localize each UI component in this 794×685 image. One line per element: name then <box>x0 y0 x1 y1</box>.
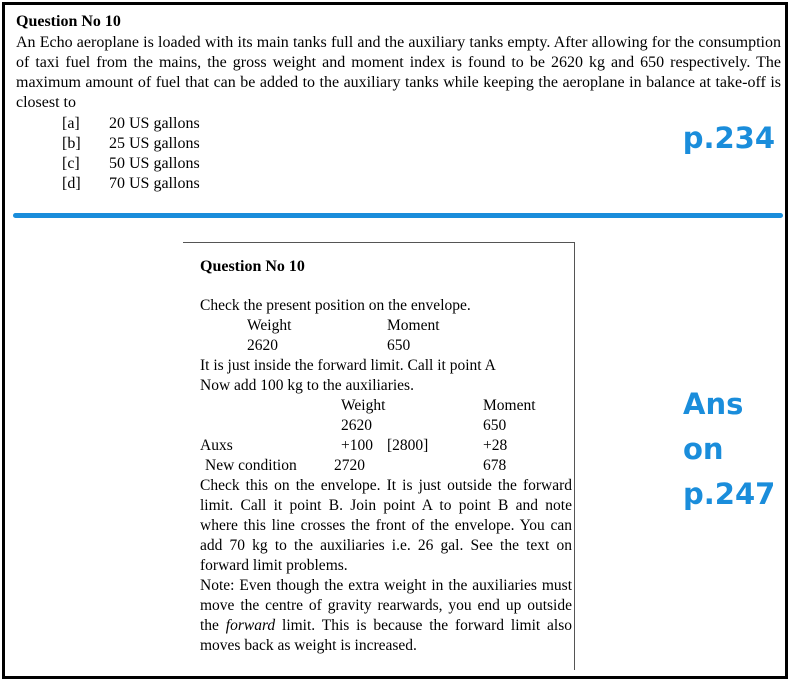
option-c[interactable] <box>62 154 200 174</box>
table-auxs-weight: +100 <box>341 437 373 454</box>
table-moment-header: Moment <box>483 397 536 414</box>
table-base-moment: 650 <box>483 417 507 434</box>
table-auxs-row <box>200 436 572 456</box>
option-b[interactable] <box>62 134 200 154</box>
position-moment-header: Moment <box>387 317 440 334</box>
table-auxs-moment: +28 <box>483 437 508 454</box>
position-moment-value: 650 <box>387 337 411 354</box>
option-text: 50 US gallons <box>109 155 200 172</box>
table-new-weight: 2720 <box>334 457 365 474</box>
question-title: Question No 10 <box>16 13 121 30</box>
answer-line-add: Now add 100 kg to the auxiliaries. <box>200 377 414 394</box>
option-letter: [b] <box>62 135 81 152</box>
note-text-a: Note: Even though the extra weight in the auxiliaries must move the centre of gravity rearwards, you end up outside the <box>200 577 572 634</box>
question-text: An Echo aeroplane is loaded with its main tanks full and the auxiliary tanks empty. After allowing for the consumption of taxi fuel from the mains, the gross weight and moment index is found to be 2620 kg and 650 respectively. The maximum amount of fuel that can be added to the auxiliary tanks while keeping the aeroplane in balance at take-off is closest to <box>16 34 781 111</box>
answer-panel <box>200 257 572 656</box>
option-text: 70 US gallons <box>109 175 200 192</box>
option-text: 25 US gallons <box>109 135 200 152</box>
table-auxs-label: Auxs <box>200 437 233 454</box>
position-header-row <box>200 316 572 336</box>
option-letter: [a] <box>62 115 80 132</box>
table-base-row <box>200 416 572 436</box>
answer-intro: Check the present position on the envelope. <box>200 297 471 314</box>
option-letter: [c] <box>62 155 80 172</box>
position-values-row <box>200 336 572 356</box>
answer-line-inside: It is just inside the forward limit. Call it point A <box>200 357 496 374</box>
option-a[interactable] <box>62 114 200 134</box>
table-new-label: New condition <box>205 457 297 474</box>
page-frame <box>2 2 788 679</box>
note-emphasis: forward <box>225 617 276 634</box>
option-letter: [d] <box>62 175 81 192</box>
question-page-ref: p.234 <box>682 121 775 155</box>
table-auxs-arm: [2800] <box>387 437 429 454</box>
option-d[interactable] <box>62 174 200 194</box>
table-weight-header: Weight <box>341 397 386 414</box>
option-text: 20 US gallons <box>109 115 200 132</box>
position-weight-header: Weight <box>247 317 292 334</box>
section-divider <box>13 213 783 218</box>
answer-ref-line2: p.247 <box>683 477 776 511</box>
answer-page-ref <box>683 382 785 517</box>
answer-paragraph: Check this on the envelope. It is just outside the forward limit. Call it point B. Join point A to point B and note where this line crosses the front of the envelope. You can add 70 kg to the auxiliaries i.e. 26 gal. See the text on forward limit problems. <box>200 477 572 574</box>
table-base-weight: 2620 <box>341 417 372 434</box>
table-new-row <box>200 456 572 476</box>
table-new-moment: 678 <box>483 457 507 474</box>
table-header-row <box>200 396 572 416</box>
note-text-b: limit. This is because the forward limit also moves back as weight is increased. <box>200 617 572 654</box>
answer-title: Question No 10 <box>200 258 305 275</box>
answer-options <box>62 114 200 194</box>
answer-note <box>200 576 572 656</box>
position-weight-value: 2620 <box>247 337 278 354</box>
answer-ref-line1: Ans on <box>683 387 744 466</box>
